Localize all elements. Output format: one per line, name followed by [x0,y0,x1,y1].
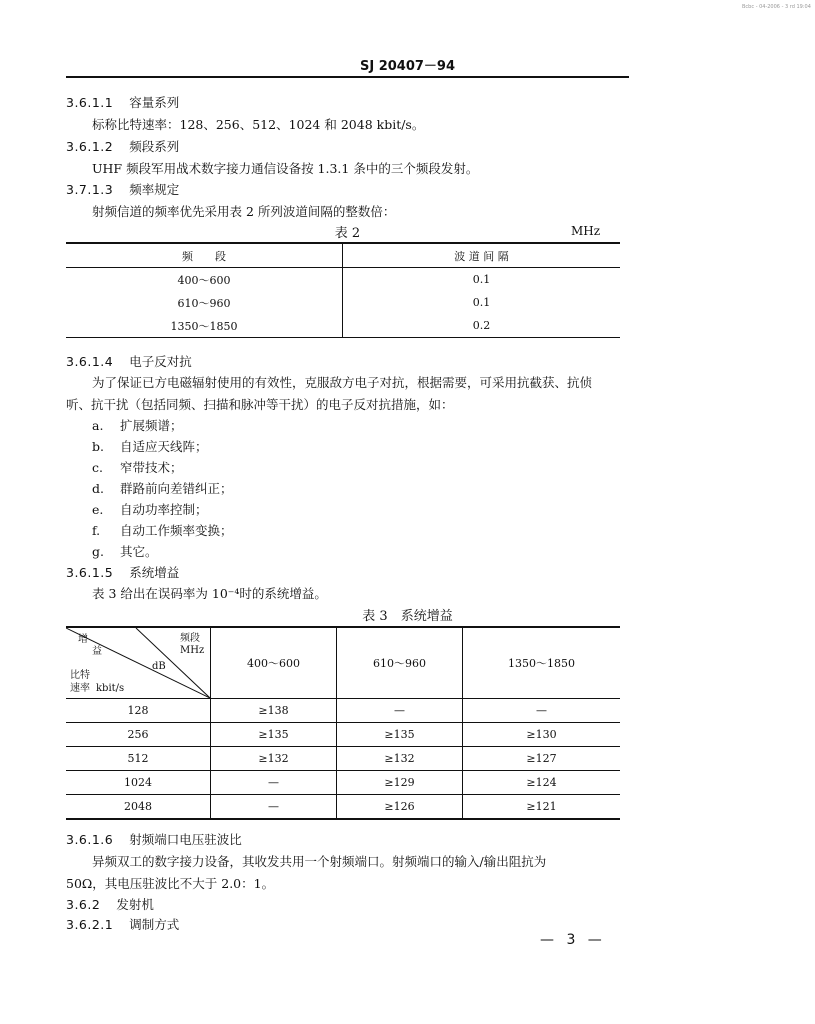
table-row [66,723,620,747]
list-text: 窄带技术； [120,460,183,475]
table-row [66,699,620,723]
gain-cell: ≥121 [463,795,621,820]
gain-cell: ≥130 [463,723,621,747]
corner-gain-label: 益 [92,646,102,657]
section-number: 3.6.2 [66,897,101,912]
corner-db-label: dB [152,661,166,672]
paragraph-3713: 射频信道的频率优先采用表 2 所列波道间隔的整数倍： [92,204,396,219]
list-item [92,521,233,539]
list-item [92,416,183,434]
list-item [92,437,208,455]
section-heading-3612 [66,137,179,155]
header-rule [66,76,629,78]
corner-mhz-label: MHz [180,645,205,656]
gain-cell: — [337,699,463,723]
table-header-row [66,627,620,699]
list-text: 自适应天线阵； [120,439,208,454]
table-row [66,795,620,820]
list-marker: b. [92,439,104,454]
paragraph-3615: 表 3 给出在误码率为 10⁻⁴时的系统增益。 [92,586,327,601]
section-heading-3611 [66,93,179,111]
list-text: 扩展频谱； [120,418,183,433]
paragraph-3616-line2: 50Ω，其电压驻波比不大于 2.0：1。 [66,876,275,891]
gain-cell: ≥124 [463,771,621,795]
section-number: 3.7.1.3 [66,182,114,197]
scan-stamp: Bcbc - 04-2006 - 3 rd 19:04 [742,4,811,10]
list-marker: g. [92,544,104,559]
rate-cell: 256 [66,723,211,747]
section-title: 频段系列 [129,139,180,154]
section-number: 3.6.1.5 [66,565,114,580]
header-cell: 波 道 间 隔 [343,243,621,268]
band-cell: 1350～1850 [66,314,343,338]
page-number: — 3 — [540,932,606,948]
section-heading-3713 [66,180,179,198]
spacing-cell: 0.2 [343,314,621,338]
list-item [92,542,158,560]
section-heading-3621 [66,915,179,933]
gain-cell: ≥138 [211,699,337,723]
section-title: 发射机 [116,897,154,912]
list-marker: d. [92,481,104,496]
corner-rate-label: 比特 [70,670,90,681]
gain-cell: — [211,771,337,795]
section-title: 系统增益 [129,565,180,580]
section-heading-362 [66,895,154,913]
table-row [66,291,620,314]
gain-cell: ≥132 [337,747,463,771]
section-title: 射频端口电压驻波比 [129,832,242,847]
list-marker: a. [92,418,104,433]
gain-cell: ≥127 [463,747,621,771]
section-number: 3.6.1.2 [66,139,114,154]
spacing-cell: 0.1 [472,296,491,309]
section-number: 3.6.2.1 [66,917,114,932]
band-cell: 400～600 [66,268,343,292]
table-row [66,771,620,795]
header-cell: 频 段 [66,243,343,268]
document-code: SJ 20407－94 [359,59,456,74]
section-number: 3.6.1.1 [66,95,114,110]
table-row [66,314,620,338]
table2-unit: MHz [571,224,601,238]
section-title: 频率规定 [129,182,180,197]
list-text: 自动工作频率变换； [120,523,233,538]
gain-cell: ≥132 [211,747,337,771]
paragraph-3614-line2: 听、抗干扰（包括同频、扫描和脉冲等干扰）的电子反对抗措施，如： [66,397,454,412]
section-number: 3.6.1.4 [66,354,114,369]
spacing-cell: 0.1 [472,273,491,286]
section-title: 容量系列 [129,95,180,110]
header-cell: 610～960 [337,627,463,699]
table-2 [66,242,620,338]
corner-band-label: 频段 [180,633,200,644]
table-row [66,268,620,292]
rate-cell: 128 [66,699,211,723]
corner-gain-label: 增 [78,634,88,645]
gain-cell: — [211,795,337,820]
table3-caption: 表 3 系统增益 [362,609,453,624]
table-header-row [66,243,620,268]
gain-cell: ≥129 [337,771,463,795]
paragraph-3611: 标称比特速率：128、256、512、1024 和 2048 kbit/s。 [92,117,425,132]
list-item [92,500,208,518]
rate-cell: 2048 [66,795,211,820]
list-marker: c. [92,460,103,475]
list-text: 自动功率控制； [120,502,208,517]
table-row [66,747,620,771]
paragraph-3614-line1: 为了保证已方电磁辐射使用的有效性，克服敌方电子对抗，根据需要，可采用抗截获、抗侦 [92,375,593,390]
section-number: 3.6.1.6 [66,832,114,847]
list-marker: e. [92,502,104,517]
header-cell: 1350～1850 [463,627,621,699]
paragraph-3616-line1: 异频双工的数字接力设备，其收发共用一个射频端口。射频端口的输入/输出阻抗为 [92,854,547,869]
section-title: 电子反对抗 [129,354,192,369]
diagonal-corner-cell [66,627,211,699]
band-cell: 610～960 [66,291,343,314]
list-item [92,458,183,476]
corner-unit-label: kbit/s [96,683,125,694]
rate-cell: 512 [66,747,211,771]
rate-cell: 1024 [66,771,211,795]
list-item [92,479,233,497]
list-marker: f. [92,523,101,538]
section-title: 调制方式 [129,917,180,932]
list-text: 其它。 [120,544,158,559]
gain-cell: — [463,699,621,723]
gain-cell: ≥126 [337,795,463,820]
section-heading-3614 [66,352,192,370]
table-3 [66,626,620,820]
section-heading-3615 [66,563,179,581]
paragraph-3612: UHF 频段军用战术数字接力通信设备按 1.3.1 条中的三个频段发射。 [92,161,479,176]
table2-caption: 表 2 [334,226,361,241]
list-text: 群路前向差错纠正； [120,481,233,496]
gain-cell: ≥135 [337,723,463,747]
gain-cell: ≥135 [211,723,337,747]
header-cell: 400～600 [211,627,337,699]
section-heading-3616 [66,830,242,848]
corner-rate-label: 速率 [70,683,90,694]
